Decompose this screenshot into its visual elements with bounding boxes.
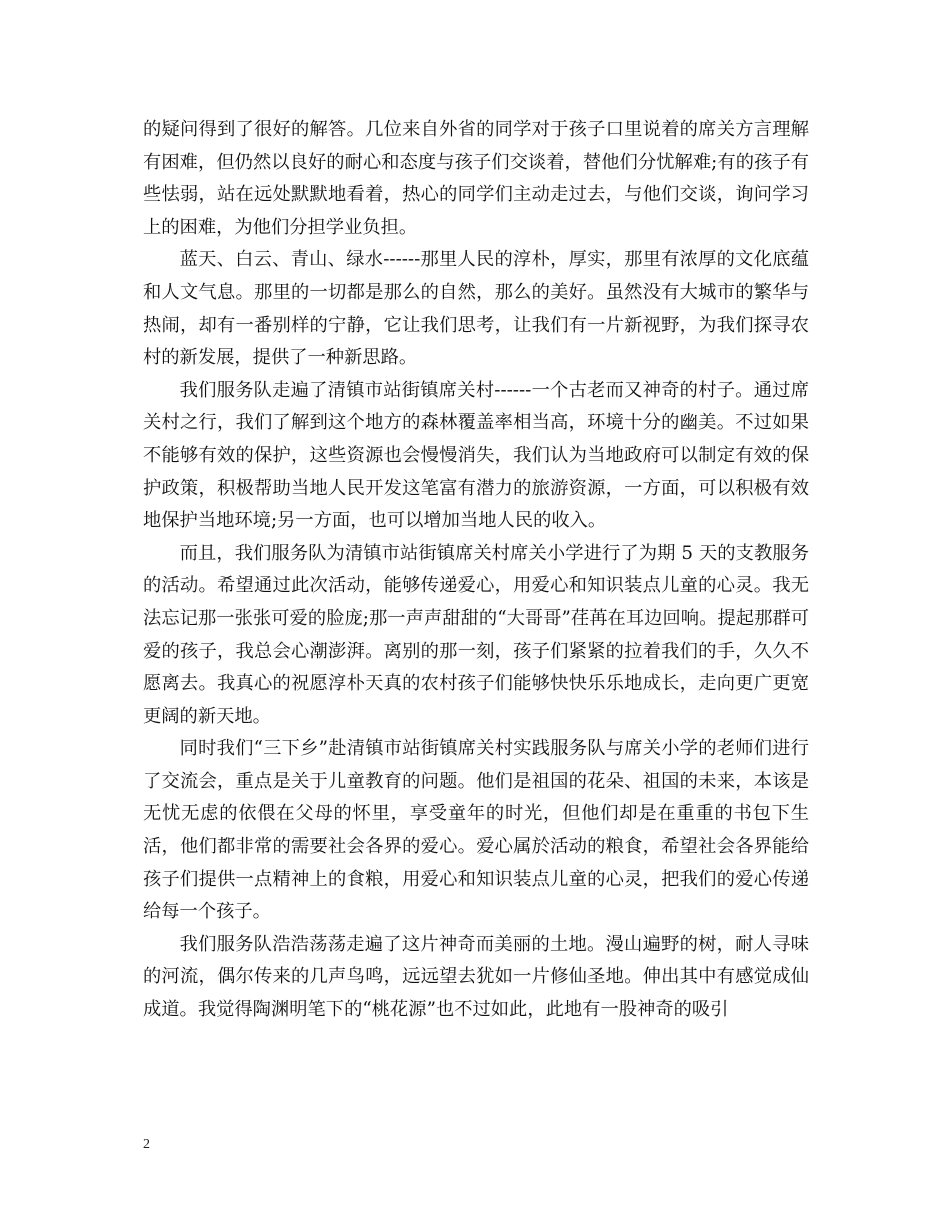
paragraph-teaching: 而且，我们服务队为清镇市站街镇席关村席关小学进行了为期 5 天的支教服务的活动。希望通过此次活动，能够传递爱心，用爱心和知识装点儿童的心灵。我无法忘记那一张张可爱的脸庞;那一声声甜甜的“大哥哥”荏苒在耳边回响。提起那群可爱的孩子，我总会心潮澎湃。离别的那一刻，孩子们紧紧的拉着我们的手，久久不愿离去。我真心的祝愿淳朴天真的农村孩子们能够快快乐乐地成长，走向更广更宽更阔的新天地。 bbox=[143, 542, 809, 727]
paragraph-village: 我们服务队走遍了清镇市站街镇席关村------一个古老而又神奇的村子。通过席关村之行，我们了解到这个地方的森林覆盖率相当高，环境十分的幽美。不过如果不能够有效的保护，这些资源也会慢慢消失，我们认为当地政府可以制定有效的保护政策，积极帮助当地人民开发这笔富有潜力的旅游资源，一方面，可以积极有效地保护当地环境;另一方面，也可以增加当地人民的收入。 bbox=[143, 379, 809, 532]
body-text bbox=[143, 114, 809, 1027]
page-number: 2 bbox=[143, 1137, 150, 1152]
paragraph-exchange: 同时我们“三下乡”赴清镇市站街镇席关村实践服务队与席关小学的老师们进行了交流会，重点是关于儿童教育的问题。他们是祖国的花朵、祖国的未来，本该是无忧无虑的依偎在父母的怀里，享受童年的时光，但他们却是在重重的书包下生活，他们都非常的需要社会各界的爱心。爱心属於活动的粮食，希望社会各界能给孩子们提供一点精神上的食粮，用爱心和知识装点儿童的心灵，把我们的爱心传递给每一个孩子。 bbox=[143, 738, 809, 923]
paragraph-continued: 的疑问得到了很好的解答。几位来自外省的同学对于孩子口里说着的席关方言理解有困难，但仍然以良好的耐心和态度与孩子们交谈着，替他们分忧解难;有的孩子有些怯弱，站在远处默默地看着，热心的同学们主动走过去，与他们交谈，询问学习上的困难，为他们分担学业负担。 bbox=[143, 119, 809, 238]
paragraph-scenery: 蓝天、白云、青山、绿水------那里人民的淳朴，厚实，那里有浓厚的文化底蕴和人文气息。那里的一切都是那么的自然，那么的美好。虽然没有大城市的繁华与热闹，却有一番别样的宁静，它让我们思考，让我们有一片新视野，为我们探寻农村的新发展，提供了一种新思路。 bbox=[143, 249, 809, 369]
paragraph-landscape: 我们服务队浩浩荡荡走遍了这片神奇而美丽的土地。漫山遍野的树，耐人寻味的河流，偶尔传来的几声鸟鸣，远远望去犹如一片修仙圣地。伸出其中有感觉成仙成道。我觉得陶渊明笔下的“桃花源”也不过如此，此地有一股神奇的吸引 bbox=[143, 933, 809, 1021]
